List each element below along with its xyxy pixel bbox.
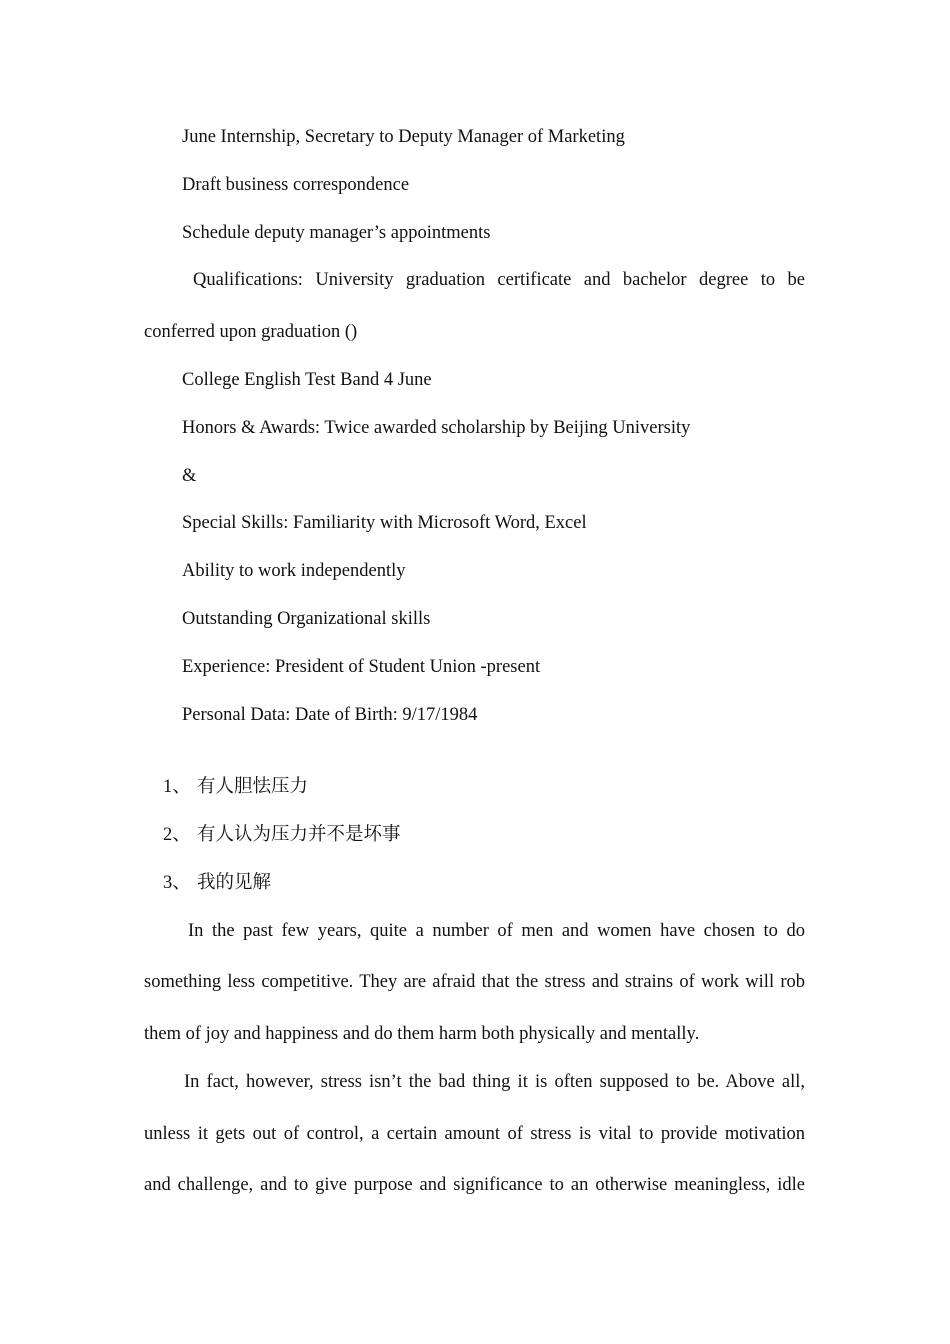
honors-line: Honors & Awards: Twice awarded scholarship by Beijing University: [182, 418, 691, 438]
internship-line: June Internship, Secretary to Deputy Manager of Marketing: [182, 127, 625, 147]
essay-paragraph-line: them of joy and happiness and do them harm both physically and mentally.: [144, 1024, 700, 1044]
outline-text: 有人认为压力并不是坏事: [197, 825, 401, 845]
skills-line: Ability to work independently: [182, 561, 406, 581]
personal-data-line: Personal Data: Date of Birth: 9/17/1984: [182, 705, 478, 725]
qualifications-line: Qualifications: University graduation certificate and bachelor degree to be: [193, 270, 805, 290]
outline-text: 我的见解: [197, 873, 272, 893]
essay-paragraph-line: something less competitive. They are afraid that the stress and strains of work will rob: [144, 972, 805, 992]
duty-line: Schedule deputy manager’s appointments: [182, 223, 491, 243]
cet-line: College English Test Band 4 June: [182, 370, 432, 390]
essay-paragraph-line: unless it gets out of control, a certain amount of stress is vital to provide motivation: [144, 1124, 805, 1144]
ampersand-line: &: [182, 466, 197, 486]
outline-item: [163, 823, 401, 847]
essay-paragraph-line: In fact, however, stress isn’t the bad thing it is often supposed to be. Above all,: [184, 1072, 805, 1092]
outline-text: 有人胆怯压力: [197, 777, 309, 797]
duty-line: Draft business correspondence: [182, 175, 410, 195]
essay-paragraph-line: and challenge, and to give purpose and significance to an otherwise meaningless, idle: [144, 1175, 805, 1195]
outline-number: 3、: [163, 873, 191, 893]
experience-line: Experience: President of Student Union -present: [182, 657, 541, 677]
skills-line: Special Skills: Familiarity with Microsoft Word, Excel: [182, 513, 587, 533]
outline-number: 2、: [163, 825, 191, 845]
outline-number: 1、: [163, 777, 191, 797]
essay-paragraph-line: In the past few years, quite a number of men and women have chosen to do: [188, 921, 805, 941]
outline-item: [163, 775, 309, 799]
outline-item: [163, 871, 272, 895]
qualifications-continuation: conferred upon graduation (): [144, 322, 358, 342]
skills-line: Outstanding Organizational skills: [182, 609, 431, 629]
